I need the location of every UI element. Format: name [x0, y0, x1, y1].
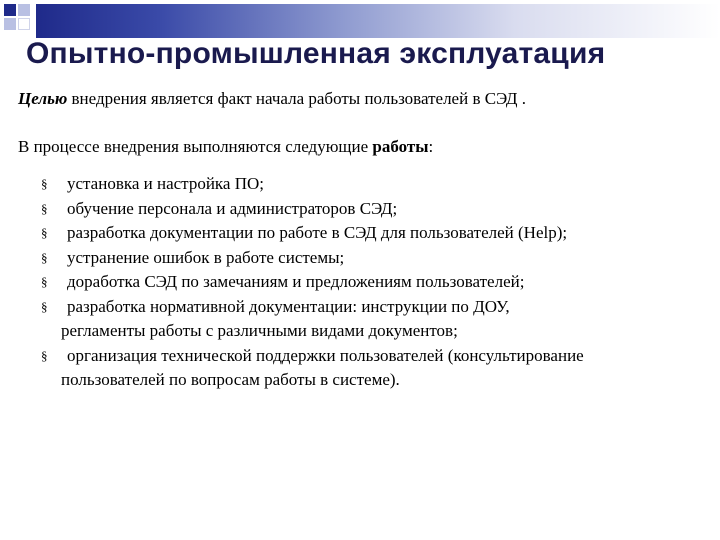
list-item-text: разработка документации по работе в СЭД для пользователей (Help); — [67, 223, 568, 242]
list-item — [18, 172, 708, 197]
goal-paragraph — [18, 88, 526, 110]
process-text-before: В процессе внедрения выполняются следующие — [18, 137, 373, 156]
bullet-icon: § — [41, 249, 48, 265]
list-item — [18, 246, 708, 271]
list-item-text: обучение персонала и администраторов СЭД; — [67, 198, 398, 218]
bullet-icon: § — [41, 347, 48, 363]
list-item-text: доработка СЭД по замечаниям и предложениям пользователей; — [67, 272, 525, 291]
bullet-icon: § — [41, 176, 48, 191]
list-item-text: разработка нормативной документации: инструкции по ДОУ, — [67, 296, 510, 316]
bullet-icon: § — [41, 274, 48, 289]
list-item — [18, 270, 708, 295]
process-keyword: работы — [372, 137, 429, 156]
process-text-after: : — [428, 137, 434, 156]
list-item — [18, 295, 708, 344]
list-item — [18, 221, 708, 246]
deco-square-white — [18, 18, 30, 30]
header-gradient-bar — [36, 4, 720, 38]
list-item-text: установка и настройка ПО; — [67, 174, 264, 193]
bullet-icon: § — [41, 225, 48, 240]
slide-title: Опытно-промышленная эксплуатация — [26, 37, 606, 70]
deco-square-dark — [4, 4, 16, 16]
goal-keyword: Целью — [18, 89, 68, 108]
process-paragraph — [18, 136, 433, 158]
list-item — [18, 197, 708, 222]
list-item — [18, 344, 708, 393]
header-decoration — [0, 0, 720, 40]
bullet-icon: § — [41, 298, 48, 314]
works-list — [18, 172, 708, 393]
deco-square-light — [18, 4, 30, 16]
list-item-text: организация технической поддержки пользователей (консультирование — [67, 345, 584, 365]
deco-square-light — [4, 18, 16, 30]
list-item-text: устранение ошибок в работе системы; — [67, 247, 345, 267]
list-item-continuation: пользователей по вопросам работы в системе). — [61, 370, 400, 389]
bullet-icon: § — [41, 200, 48, 216]
goal-text: внедрения является факт начала работы пользователей в СЭД . — [67, 89, 526, 108]
list-item-continuation: регламенты работы с различными видами документов; — [61, 321, 458, 340]
